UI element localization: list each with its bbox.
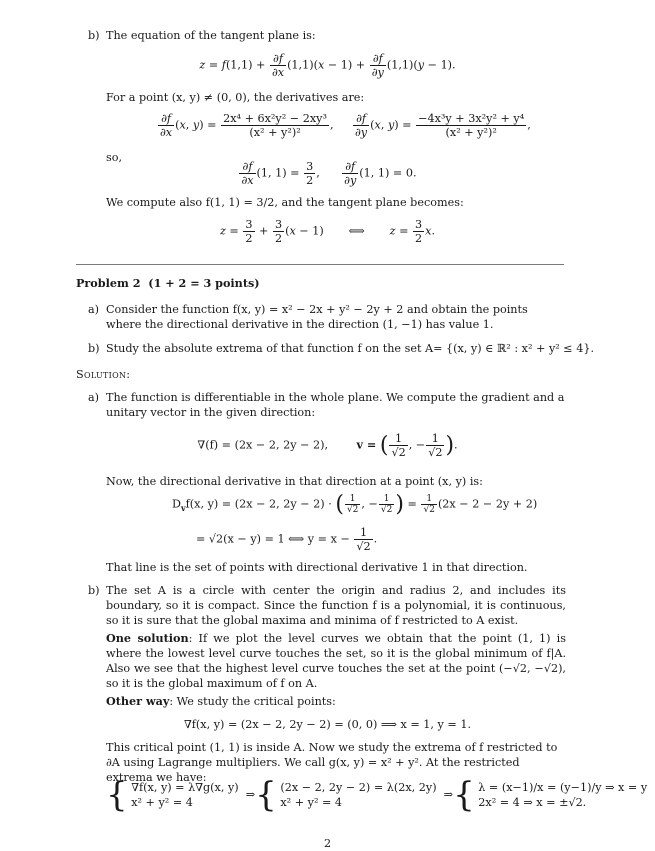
solution-b-label: b)	[88, 584, 100, 597]
one-solution-paragraph: One solution: If we plot the level curves we obtain that the point (1, 1) is where the lowest level curve touches the set, so it is the global minimum of f|A. Also we see that the highest level curve touches the set at the point (−√2, −√2), so it is the global maximum of f on A.	[106, 631, 566, 690]
compute-text: We compute also f(1, 1) = 3/2, and the tangent plane becomes:	[106, 196, 464, 209]
problem-2-title: Problem 2 (1 + 2 = 3 points)	[76, 276, 260, 290]
gradient-equation: ∇(f) = (2x − 2, 2y − 2), v = ( $\frac{1}{√2}$ , − $\frac{1}{√2}$ ).	[197, 432, 458, 459]
directional-intro: Now, the directional derivative in that direction at a point (x, y) is:	[106, 475, 483, 488]
page-number: 2	[323, 837, 332, 850]
partial-x-equation: $\frac{\partial f}{\partial x}$ (x, y) = $\frac{\text{2x⁴ + 6x²y² − 2xy³}}{\text{(x² + y²)²}}$ ,	[160, 112, 334, 139]
critical-point-equation: ∇f(x, y) = (2x − 2, 2y − 2) = (0, 0) ⟹ x = 1, y = 1.	[183, 718, 472, 731]
partial-values: $\frac{\partial f}{\partial x}$ (1, 1) = $\frac{3}{2}$ , $\frac{\partial f}{\partial y}$ (1, 1) = 0.	[241, 160, 417, 187]
tangent-plane-equation: z = f(1,1) + $\frac{\partial f}{\partial x}$ (1,1)(x − 1) + $\frac{\partial f}{\partial y}$ (1,1)(y − 1).	[199, 52, 456, 79]
problem-b-label: b)	[88, 342, 100, 355]
other-way-paragraph: Other way: We study the critical points:	[106, 694, 336, 708]
solution-heading: Solution:	[76, 368, 131, 381]
problem-a-text: Consider the function f(x, y) = x² − 2x + y² − 2y + 2 and obtain the points where the directional derivative in the direction (1, −1) has value 1.	[106, 303, 528, 331]
solution-a-label: a)	[88, 391, 100, 404]
inside-text: This critical point (1, 1) is inside A. Now we study the extrema of f restricted to ∂A using Lagrange multipliers. We call g(x, y) = x² + y². At the restricted extrema we have:	[106, 741, 558, 784]
solution-b-text: The set A is a circle with center the origin and radius 2, and includes its boundary, so it is compact. Since the function f is a polynomial, it is continuous, so it is sure that the global maxima and minima of f restricted to A exist.	[106, 584, 566, 627]
so-text: so,	[106, 151, 123, 164]
partial-y-equation: $\frac{\partial f}{\partial y}$ (x, y) = $\frac{\text{−4x³y + 3x²y² + y⁴}}{\text{(x² + y²)²}}$ ,	[355, 112, 531, 139]
point-text: For a point (x, y) ≠ (0, 0), the derivatives are:	[106, 91, 365, 104]
line-conclusion: That line is the set of points with directional derivative 1 in that direction.	[106, 561, 528, 574]
solution-a-text: The function is differentiable in the whole plane. We compute the gradient and a unitary vector in the given direction:	[106, 391, 565, 419]
tangent-plane-final: z = $\frac{3}{2}$ + $\frac{3}{2}$ (x − 1) ⟺ z = $\frac{3}{2}$ x.	[219, 218, 436, 245]
problem-a-label: a)	[88, 303, 100, 316]
tangent-intro: The equation of the tangent plane is:	[106, 29, 316, 42]
problem-b-text: Study the absolute extrema of that function f on the set A= {(x, y) ∈ ℝ² : x² + y² ≤ 4}.	[106, 342, 595, 355]
item-b-label: b)	[88, 29, 100, 42]
section-divider	[76, 264, 564, 265]
directional-derivative-line1: $D_vf(x$, y) = (2x − 2, 2y − 2) · ( $\frac{1}{√2}$ , − $\frac{1}{√2}$ ) = $\frac{1}{√2}$ (2x − 2 − 2y + 2)	[172, 492, 538, 517]
directional-derivative-line2: = √2(x − y) = 1 ⟺ y = x − $\frac{1}{√2}$ .	[196, 526, 378, 553]
lagrange-system: { ∇f(x, y) = λ∇g(x, y) x² + y² = 4 ⇒{ (2x − 2, 2y − 2) = λ(2x, 2y) x² + y² = 4 ⇒{ λ = (x−1)/x = (y−1)/y ⇒ x = y 2x² = 4 ⇒ x = ±√2.	[106, 775, 648, 815]
